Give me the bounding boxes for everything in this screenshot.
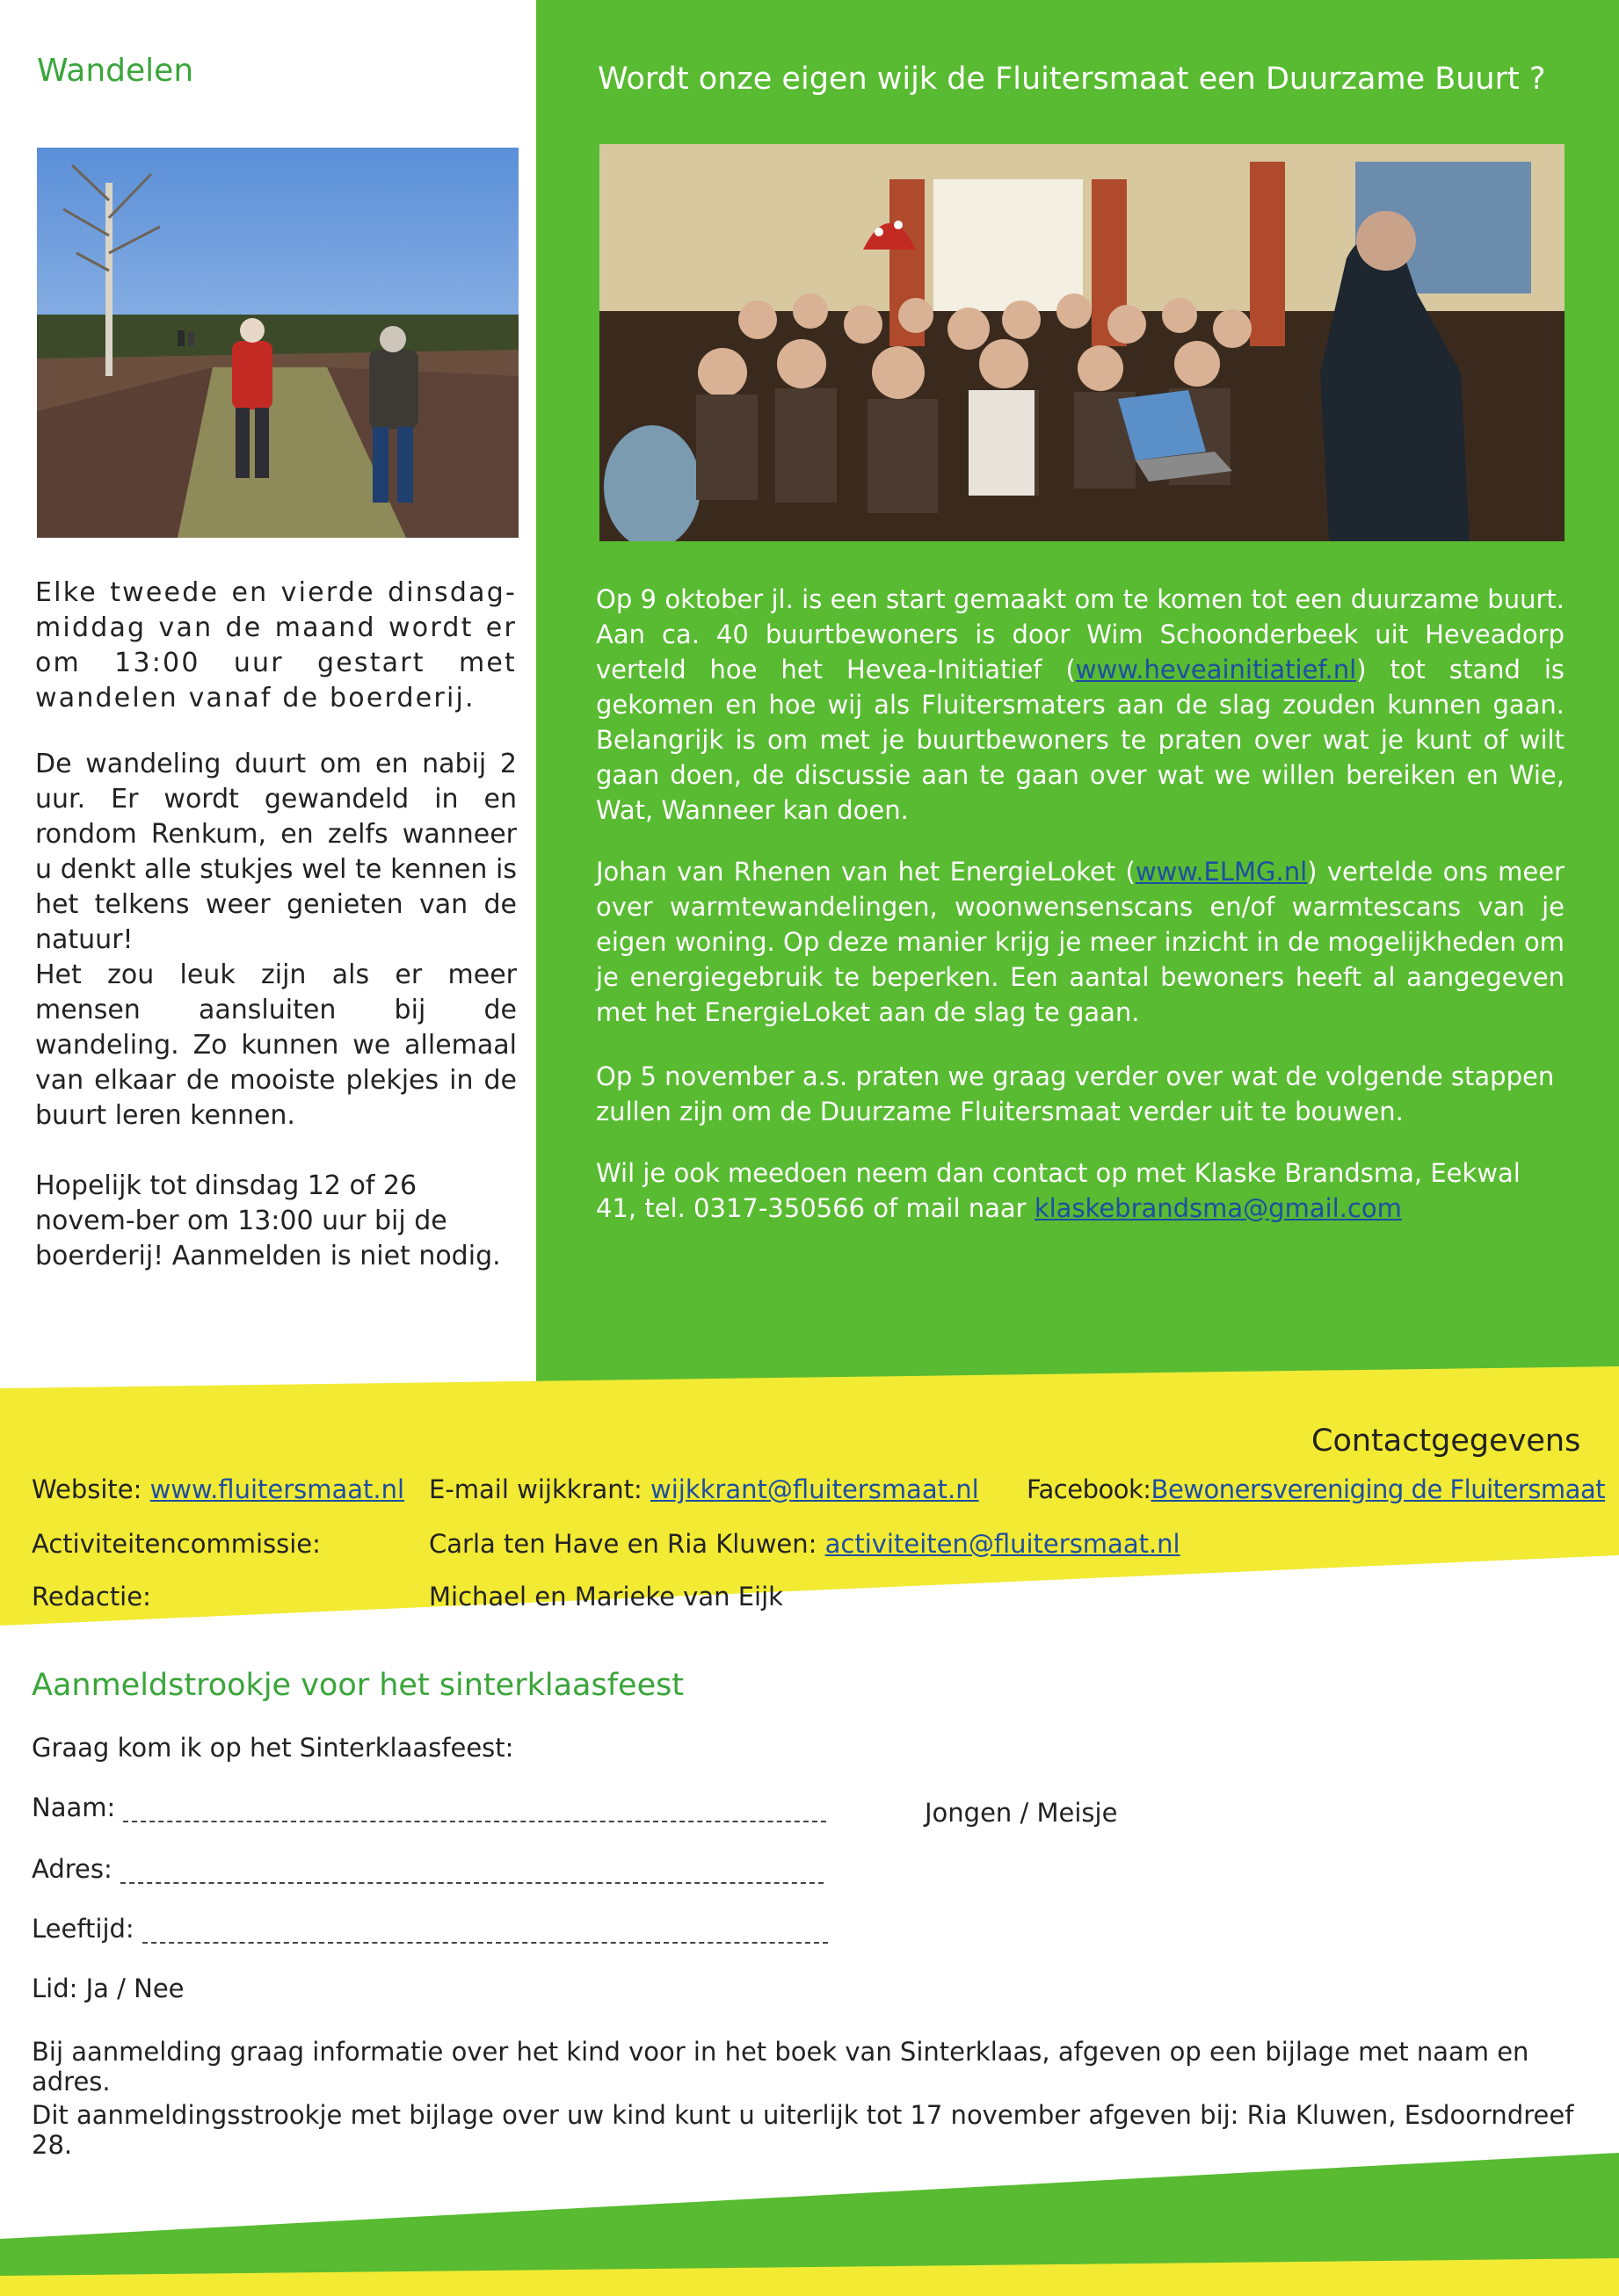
meeting-photo [599,144,1565,541]
link-email-klaske[interactable]: klaskebrandsma@gmail.com [1034,1193,1402,1223]
person-red-jacket [232,341,272,409]
address-field[interactable] [120,1859,824,1884]
form-title: Aanmeldstrookje voor het sinterklaasfeest [32,1668,685,1703]
editor-label: Redactie: [32,1582,151,1612]
website-row: Website: www.fluitersmaat.nl [32,1474,405,1504]
address-field-row: Adres: [32,1854,824,1884]
name-field-row: Naam: [32,1793,826,1822]
link-facebook[interactable]: Bewonersvereniging de Fluitersmaat [1151,1474,1606,1504]
section-title-wandelen: Wandelen [37,53,194,89]
bottom-band [0,2135,1619,2296]
age-field[interactable] [142,1919,828,1944]
wandelen-paragraph-1: Elke tweede en vierde dinsdag-middag van de maand wordt er om 13:00 uur gestart met wandelen vanaf de boerderij. [35,577,517,713]
activity-label: Activiteitencommissie: [32,1529,321,1559]
wandelen-paragraph-2: De wandeling duurt om en nabij 2 uur. Er wordt gewandeld in en rondom Renkum, en zelfs wanneer u denkt alle stukjes wel te kennen is het telkens weer genieten van de natuur! [35,749,517,955]
walking-photo [37,148,519,538]
form-note-2: Dit aanmeldingsstrookje met bijlage over uw kind kunt u uiterlijk tot 17 november afgeven bij: Ria Kluwen, Esdoorndreef 28. [32,2100,1574,2160]
link-activiteiten-email[interactable]: activiteiten@fluitersmaat.nl [824,1529,1180,1559]
gender-option: Jongen / Meisje [925,1798,1118,1828]
link-heveainitiatief[interactable]: www.heveainitiatief.nl [1075,655,1357,684]
age-field-row: Leeftijd: [32,1914,828,1944]
email-row: E-mail wijkkrant: wijkkrant@fluitersmaat.nl [429,1474,979,1504]
form-note-1: Bij aanmelding graag informatie over het kind voor in het boek van Sinterklaas, afgeven op een bijlage met naam en adres. [32,2037,1529,2097]
link-website[interactable]: www.fluitersmaat.nl [149,1474,405,1504]
form-intro: Graag kom ik op het Sinterklaasfeest: [32,1733,514,1763]
section-title-duurzame-buurt: Wordt onze eigen wijk de Fluitersmaat een Duurzame Buurt ? [598,62,1546,97]
activity-row: Carla ten Have en Ria Kluwen: activiteiten@fluitersmaat.nl [429,1529,1180,1559]
duurzaam-paragraph-4: Wil je ook meedoen neem dan contact op met Klaske Brandsma, Eekwal 41, tel. 0317-350566 of mail naar klaskebrandsma@gmail.com [596,1158,1521,1223]
duurzaam-paragraph-2: Johan van Rhenen van het EnergieLoket (www.ELMG.nl) vertelde ons meer over warmtewandelingen, woonwensenscans en/of warmtescans van je eigen woning. Op deze manier krijg je meer inzicht in de mogelijkheden om je energiegebruik te beperken. Een aantal bewoners heeft al aangegeven met het EnergieLoket aan de slag te gaan. [596,857,1565,1027]
editor-names: Michael en Marieke van Eijk [429,1582,783,1612]
facebook-row: Facebook:Bewonersvereniging de Fluitersmaat [1027,1474,1606,1504]
link-elmg[interactable]: www.ELMG.nl [1135,857,1308,887]
contact-title: Contactgegevens [1311,1423,1581,1459]
name-field[interactable] [123,1798,826,1822]
contact-band [0,1366,1619,1674]
wandelen-paragraph-4: Hopelijk tot dinsdag 12 of 26 novem-ber om 13:00 uur bij de boerderij! Aanmelden is niet nodig. [35,1170,501,1271]
link-wijkkrant-email[interactable]: wijkkrant@fluitersmaat.nl [650,1474,979,1504]
duurzaam-paragraph-3: Op 5 november a.s. praten we graag verder over wat de volgende stappen zullen zijn om de Duurzame Fluitersmaat verder uit te bouwen. [596,1061,1555,1126]
wandelen-paragraph-3: Het zou leuk zijn als er meer mensen aansluiten bij de wandeling. Zo kunnen we allemaal van elkaar de mooiste plekjes in de buurt leren kennen. [35,960,517,1131]
duurzaam-paragraph-1: Op 9 oktober jl. is een start gemaakt om te komen tot een duurzame buurt. Aan ca. 40 buurtbewoners is door Wim Schoonderbeek uit Heveadorp verteld hoe het Hevea-Initiatief (www.heveainitiatief.nl) tot stand is gekomen en hoe wij als Fluitersmaters aan de slag zouden kunnen gaan. Belangrijk is om met je buurtbewoners te praten over wat je kunt of wilt gaan doen, de discussie aan te gaan over wat we willen bereiken en Wie, Wat, Wanneer kan doen. [596,584,1565,825]
member-option: Lid: Ja / Nee [32,1974,185,2003]
